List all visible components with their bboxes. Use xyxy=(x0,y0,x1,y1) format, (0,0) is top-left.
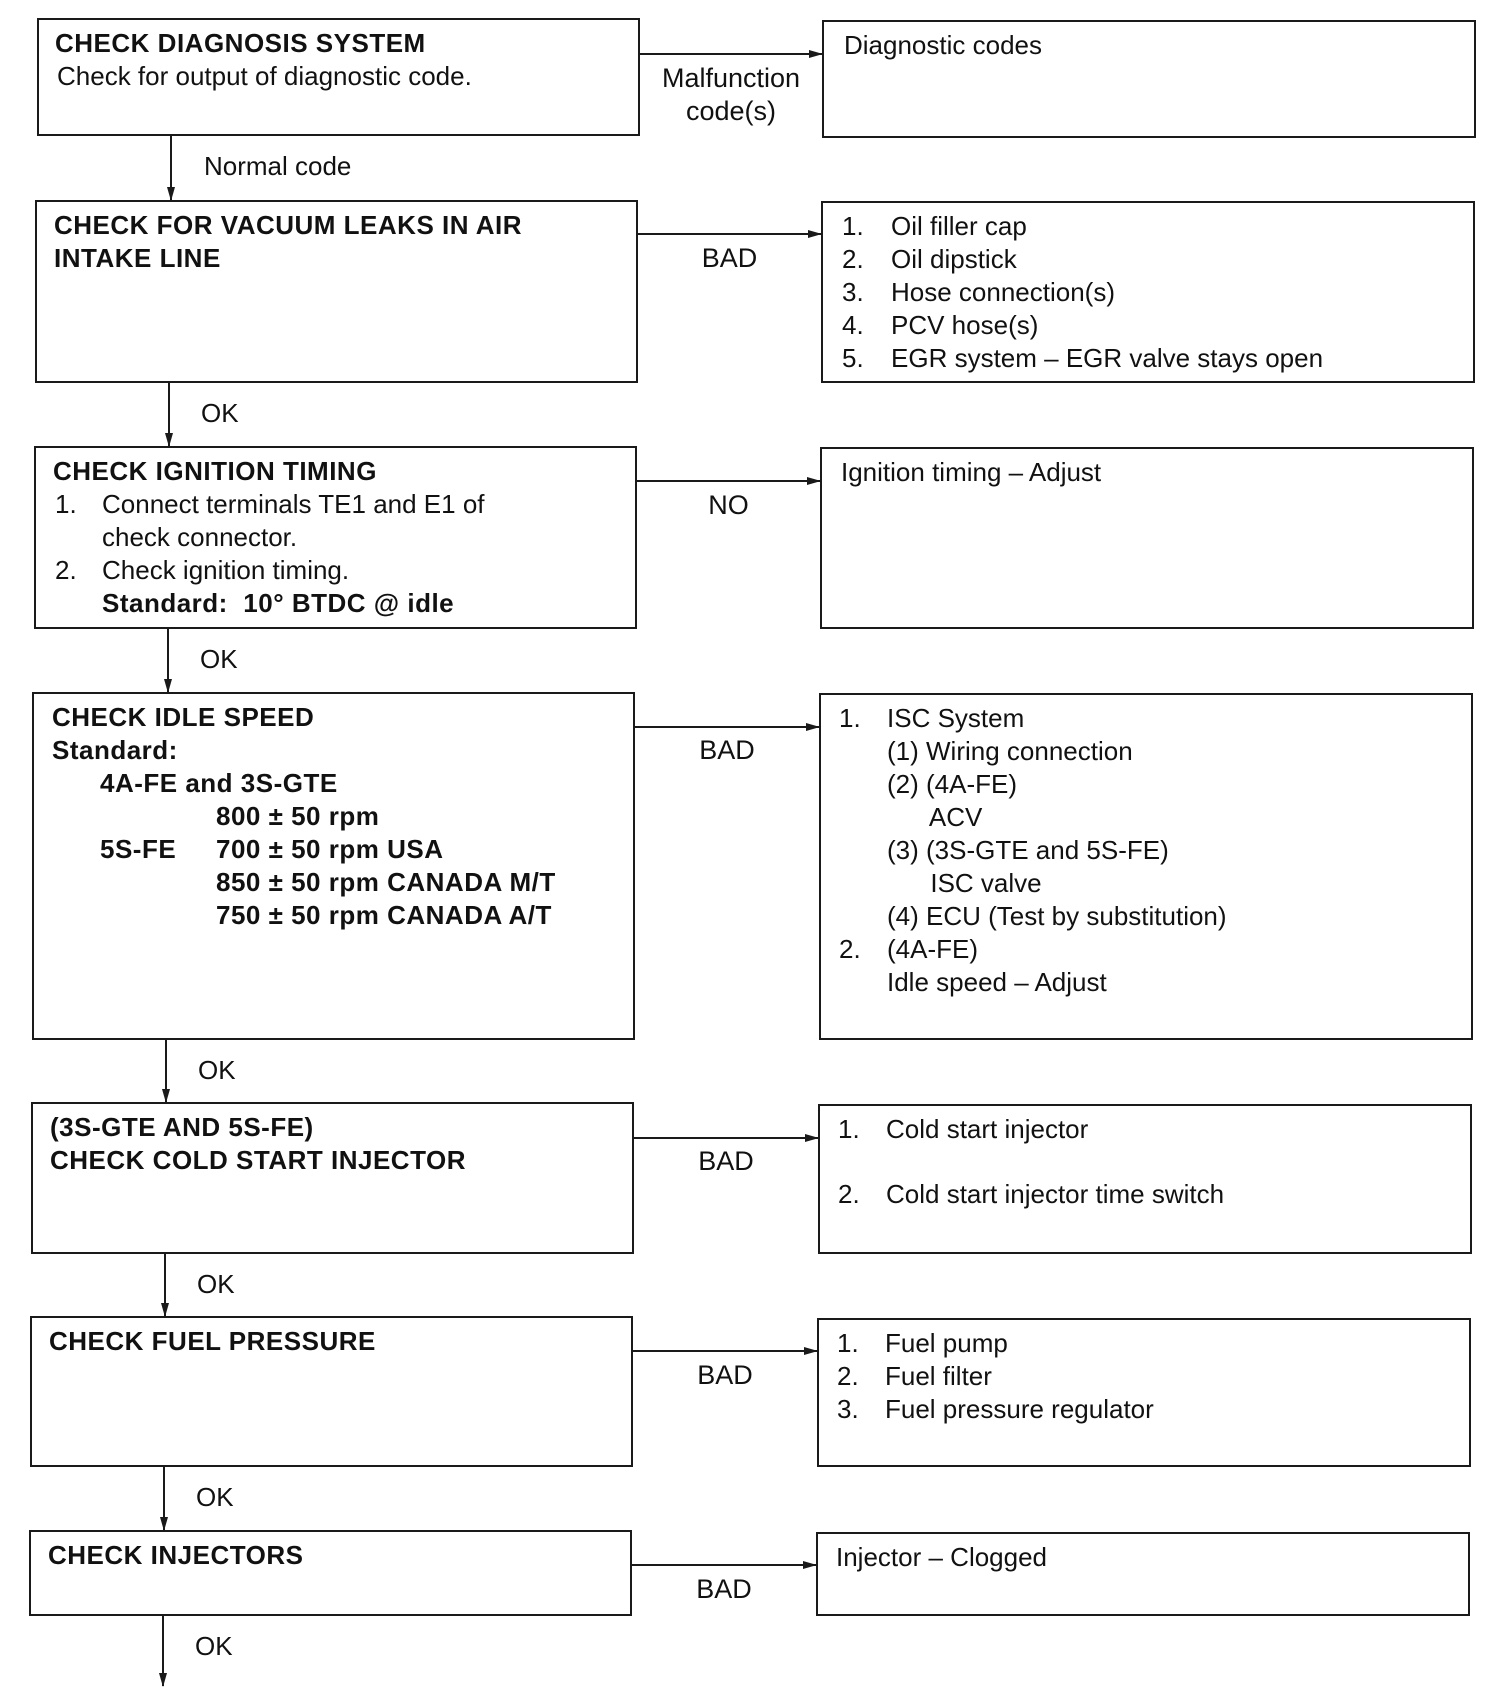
step-4-fix-text-5: (3) (3S-GTE and 5S-FE) xyxy=(887,835,1169,865)
step-4-fix-text-2: (1) Wiring connection xyxy=(887,736,1133,766)
step-2-title-line1: CHECK FOR VACUUM LEAKS IN AIR xyxy=(54,210,523,240)
step-1-branch-label-line1: Malfunction xyxy=(661,63,801,93)
step-2-fix-num-1: 1. xyxy=(842,211,864,241)
step-4-spec-engine-1: 4A-FE and 3S-GTE xyxy=(100,768,338,798)
step-6-fix-text-2: Fuel filter xyxy=(885,1361,992,1391)
step-6-title: CHECK FUEL PRESSURE xyxy=(49,1326,376,1356)
step-1-fix-text: Diagnostic codes xyxy=(844,30,1042,60)
step-5-branch-label: BAD xyxy=(698,1146,754,1176)
step-2-down-label: OK xyxy=(201,398,239,428)
step-5-title-line1: (3S-GTE AND 5S-FE) xyxy=(50,1112,314,1142)
step-4-standard-label: Standard: xyxy=(52,735,178,765)
step-4-spec-value-4: 850 ± 50 rpm CANADA M/T xyxy=(216,867,556,897)
step-2-fix-text-1: Oil filler cap xyxy=(891,211,1027,241)
step-1-down-label: Normal code xyxy=(204,151,352,181)
step-2-fix-text-3: Hose connection(s) xyxy=(891,277,1115,307)
step-4-spec-value-3: 700 ± 50 rpm USA xyxy=(216,834,444,864)
step-2-fix-num-2: 2. xyxy=(842,244,864,274)
step-3-body-num-2: 2. xyxy=(55,555,77,585)
step-5-fix-text-2: Cold start injector time switch xyxy=(886,1179,1225,1209)
step-4-fix-text-6: ISC valve xyxy=(887,868,1042,898)
step-3-fix-text: Ignition timing – Adjust xyxy=(841,457,1102,487)
step-2-fix-num-4: 4. xyxy=(842,310,864,340)
step-3-down-label: OK xyxy=(200,644,238,674)
step-6-fix-num-2: 2. xyxy=(837,1361,859,1391)
step-3-title: CHECK IGNITION TIMING xyxy=(53,456,377,486)
step-3-body-text-2: Check ignition timing. xyxy=(102,555,350,585)
step-7-branch-label: BAD xyxy=(696,1574,752,1604)
step-3-body-text-1b: check connector. xyxy=(102,522,298,552)
step-5-fix-num-1: 1. xyxy=(838,1114,860,1144)
step-5-fix-num-2: 2. xyxy=(838,1179,860,1209)
step-4-fix-text-1: ISC System xyxy=(887,703,1025,733)
step-4-branch-label: BAD xyxy=(699,735,755,765)
step-3-body-text-1a: Connect terminals TE1 and E1 of xyxy=(102,489,485,519)
step-6-fix-text-1: Fuel pump xyxy=(885,1328,1008,1358)
step-4-fix-text-7: (4) ECU (Test by substitution) xyxy=(887,901,1227,931)
step-4-fix-text-3: (2) (4A-FE) xyxy=(887,769,1017,799)
step-4-fix-text-4: ACV xyxy=(887,802,983,832)
step-7-down-label: OK xyxy=(195,1631,233,1661)
step-4-fix-num-8: 2. xyxy=(839,934,861,964)
step-4-fix-num-1: 1. xyxy=(839,703,861,733)
step-5-down-label: OK xyxy=(197,1269,235,1299)
step-2-fix-num-5: 5. xyxy=(842,343,864,373)
step-5-fix-text-1: Cold start injector xyxy=(886,1114,1089,1144)
step-7-title: CHECK INJECTORS xyxy=(48,1540,304,1570)
step-2-fix-text-2: Oil dipstick xyxy=(891,244,1017,274)
step-5-title-line2: CHECK COLD START INJECTOR xyxy=(50,1145,466,1175)
step-1-branch-label-line2: code(s) xyxy=(685,96,777,126)
step-4-spec-engine-3: 5S-FE xyxy=(100,834,177,864)
step-2-fix-num-3: 3. xyxy=(842,277,864,307)
step-2-fix-text-5: EGR system – EGR valve stays open xyxy=(891,343,1324,373)
step-6-branch-label: BAD xyxy=(697,1360,753,1390)
step-2-branch-label: BAD xyxy=(701,243,758,273)
step-6-down-label: OK xyxy=(196,1482,234,1512)
step-6-fix-text-3: Fuel pressure regulator xyxy=(885,1394,1154,1424)
step-4-fix-text-9: Idle speed – Adjust xyxy=(887,967,1107,997)
step-4-title: CHECK IDLE SPEED xyxy=(52,702,315,732)
step-2-title-line2: INTAKE LINE xyxy=(54,243,221,273)
step-4-fix-text-8: (4A-FE) xyxy=(887,934,978,964)
step-3-body-num-1: 1. xyxy=(55,489,77,519)
step-3-branch-label: NO xyxy=(708,490,749,520)
step-4-spec-value-5: 750 ± 50 rpm CANADA A/T xyxy=(216,900,552,930)
step-1-title: CHECK DIAGNOSIS SYSTEM xyxy=(55,28,426,58)
step-4-down-label: OK xyxy=(198,1055,236,1085)
step-3-standard: Standard: 10° BTDC @ idle xyxy=(102,588,455,618)
step-7-fix-text: Injector – Clogged xyxy=(836,1542,1048,1572)
step-2-fix-text-4: PCV hose(s) xyxy=(891,310,1039,340)
step-6-fix-num-3: 3. xyxy=(837,1394,859,1424)
step-6-fix-num-1: 1. xyxy=(837,1328,859,1358)
step-1-body: Check for output of diagnostic code. xyxy=(57,61,472,91)
step-4-spec-value-2: 800 ± 50 rpm xyxy=(216,801,380,831)
